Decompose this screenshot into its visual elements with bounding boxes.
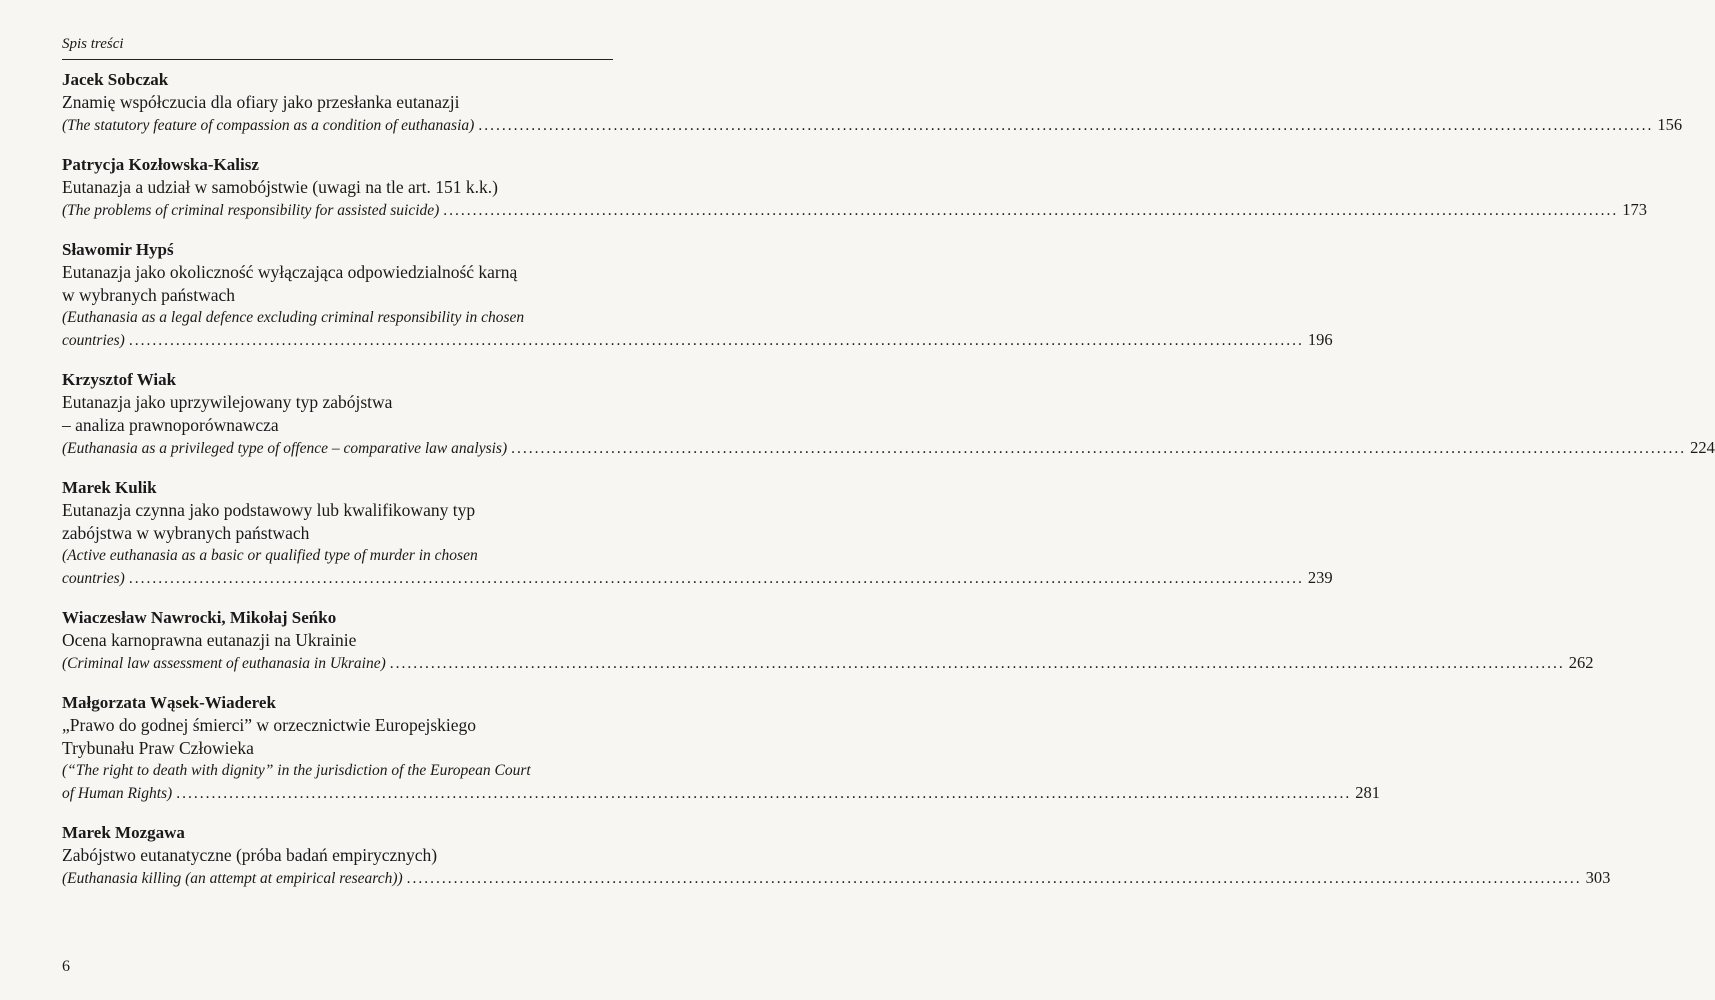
entry-title-line: zabójstwa w wybranych państwach [62,523,310,543]
entry-page-number[interactable]: 224 [1690,438,1715,457]
entry-author: Sławomir Hypś [62,240,174,259]
toc-entry [62,476,1333,590]
entry-translation-line: of Human Rights) [62,785,173,802]
entry-author: Wiaczesław Nawrocki, Mikołaj Seńko [62,608,337,627]
entry-leader-line [62,329,1333,352]
entry-title-line: Eutanazja a udział w samobójstwie (uwagi na tle art. 151 k.k.) [62,177,498,197]
entry-author: Marek Kulik [62,478,157,497]
toc-entry [62,368,1715,460]
entry-translation-line: (Euthanasia killing (an attempt at empirical research)) [62,870,403,887]
entry-translation-line: (Active euthanasia as a basic or qualified type of murder in chosen [62,547,478,564]
entry-title-line: – analiza prawnoporównawcza [62,415,279,435]
entry-title-line: Eutanazja jako uprzywilejowany typ zabójstwa [62,392,393,412]
entry-leader-line [62,867,1611,890]
entry-leader-line [62,437,1715,460]
entry-translation-line: countries) [62,332,125,349]
toc-entry [62,238,1333,352]
entry-translation-line: (The statutory feature of compassion as a condition of euthanasia) [62,117,475,134]
toc-entry [62,68,1683,137]
entry-page-number[interactable]: 239 [1307,568,1333,587]
entry-author: Małgorzata Wąsek-Wiaderek [62,693,276,712]
dot-leader: ........................................................................................................................................................................................................ [443,202,1619,219]
entry-page-number[interactable]: 156 [1657,115,1683,134]
entry-translation-line: (Euthanasia as a privileged type of offence – comparative law analysis) [62,440,508,457]
dot-leader: ........................................................................................................................................................................................................ [406,870,1582,887]
entry-leader-line [62,199,1648,222]
toc-entry [62,821,1611,890]
dot-leader: ........................................................................................................................................................................................................ [511,440,1687,457]
dot-leader: ........................................................................................................................................................................................................ [176,785,1352,802]
page-number: 6 [62,958,70,975]
entry-page-number[interactable]: 196 [1307,330,1333,349]
entry-translation-line: countries) [62,570,125,587]
entry-page-number[interactable]: 281 [1355,783,1380,802]
dot-leader: ........................................................................................................................................................................................................ [128,570,1304,587]
dot-leader: ........................................................................................................................................................................................................ [478,117,1654,134]
entry-title-line: Znamię współczucia dla ofiary jako przesłanka eutanazji [62,92,460,112]
entry-page-number[interactable]: 173 [1622,200,1648,219]
entry-author: Jacek Sobczak [62,70,169,89]
entry-page-number[interactable]: 303 [1585,868,1611,887]
entry-leader-line [62,567,1333,590]
toc-entry [62,691,1380,805]
entry-translation-line: (The problems of criminal responsibility for assisted suicide) [62,202,440,219]
entry-title-line: Trybunału Praw Człowieka [62,738,254,758]
dot-leader: ........................................................................................................................................................................................................ [128,332,1304,349]
header-rule [62,59,613,60]
entry-leader-line [62,114,1683,137]
running-head: Spis treści [62,36,124,52]
entry-title-line: w wybranych państwach [62,285,236,305]
entry-title-line: Eutanazja jako okoliczność wyłączająca odpowiedzialność karną [62,262,518,282]
entry-author: Marek Mozgawa [62,823,185,842]
entry-leader-line [62,652,1594,675]
entry-translation-line: (“The right to death with dignity” in the jurisdiction of the European Court [62,762,531,779]
entry-translation-line: (Euthanasia as a legal defence excluding criminal responsibility in chosen [62,309,525,326]
entry-title-line: Ocena karnoprawna eutanazji na Ukrainie [62,630,357,650]
dot-leader: ........................................................................................................................................................................................................ [389,655,1565,672]
entry-leader-line [62,782,1380,805]
entry-title-line: Zabójstwo eutanatyczne (próba badań empirycznych) [62,845,438,865]
entry-title-line: Eutanazja czynna jako podstawowy lub kwalifikowany typ [62,500,476,520]
table-of-contents [62,68,1715,906]
toc-entry [62,606,1594,675]
entry-translation-line: (Criminal law assessment of euthanasia in Ukraine) [62,655,386,672]
entry-title-line: „Prawo do godnej śmierci” w orzecznictwie Europejskiego [62,715,477,735]
entry-author: Patrycja Kozłowska-Kalisz [62,155,259,174]
toc-entry [62,153,1648,222]
entry-page-number[interactable]: 262 [1568,653,1594,672]
entry-author: Krzysztof Wiak [62,370,177,389]
